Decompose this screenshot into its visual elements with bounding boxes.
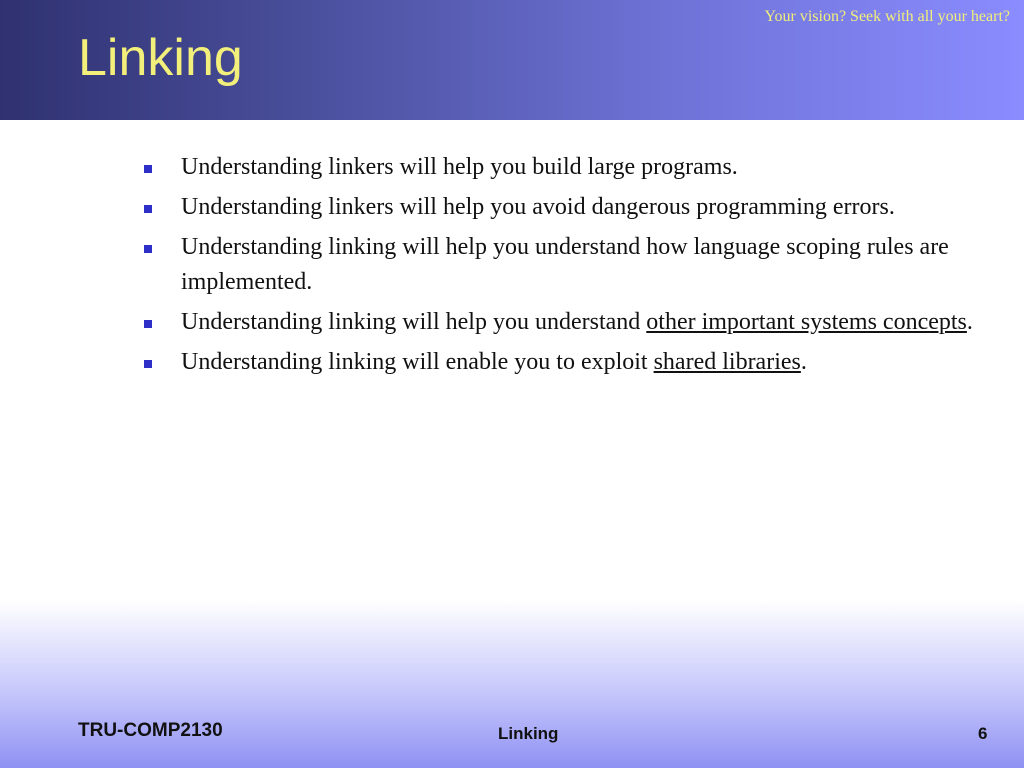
tagline: Your vision? Seek with all your heart? <box>764 8 1010 25</box>
square-bullet-icon <box>144 360 152 368</box>
bullet-item <box>140 190 1000 225</box>
square-bullet-icon <box>144 205 152 213</box>
square-bullet-icon <box>144 320 152 328</box>
bullet-text: Understanding linkers will help you avoid dangerous programming errors. <box>181 194 895 220</box>
bullet-text: Understanding linking will help you understand how language scoping rules are implemented. <box>181 234 949 295</box>
bullet-item <box>140 150 1000 185</box>
slide-title: Linking <box>78 29 243 87</box>
header-bar <box>0 0 1024 120</box>
footer-course: TRU-COMP2130 <box>78 720 223 741</box>
square-bullet-icon <box>144 245 152 253</box>
bullet-text-after: . <box>966 309 973 335</box>
page-number: 6 <box>978 724 988 743</box>
bullet-item <box>140 345 1000 380</box>
bullet-item <box>140 230 1000 300</box>
bullet-text: Understanding linkers will help you build large programs. <box>181 154 738 180</box>
bullet-text-after: . <box>800 349 807 375</box>
slide-content <box>140 150 1000 385</box>
footer-topic: Linking <box>498 724 559 743</box>
bullet-list <box>140 150 1000 380</box>
bullet-item <box>140 305 1000 340</box>
bullet-text-before: Understanding linking will enable you to exploit <box>181 349 654 375</box>
square-bullet-icon <box>144 165 152 173</box>
systems-concepts-link[interactable]: other important systems concepts <box>646 309 967 335</box>
shared-libraries-link[interactable]: shared libraries <box>653 349 801 375</box>
bullet-text-before: Understanding linking will help you understand <box>181 309 647 335</box>
